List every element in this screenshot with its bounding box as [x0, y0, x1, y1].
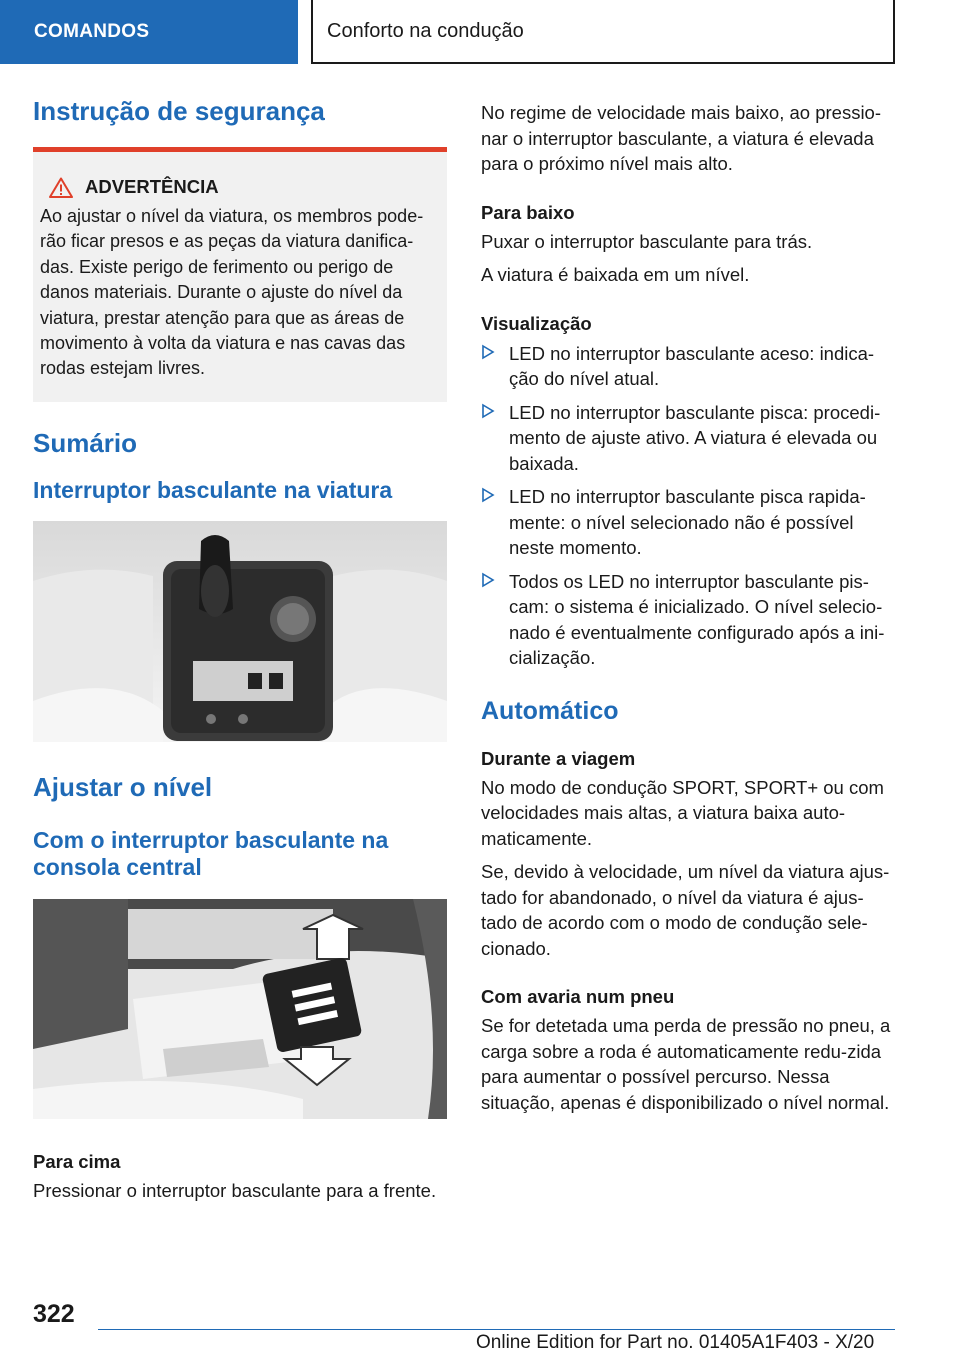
triangle-bullet-icon — [481, 487, 495, 503]
tire-text: Se for detetada uma perda de pressão no pneu, a carga sobre a roda é automaticamente redu‐zida para aumentar o possível percurso. Nessa situação, apenas é disponibilizado o nível normal. — [481, 1015, 891, 1113]
up-heading: Para cima — [33, 1150, 121, 1172]
down-text-1: Puxar o interruptor basculante para trás. — [481, 230, 813, 252]
display-heading: Visualização — [481, 312, 592, 334]
adjust-level-heading: Ajustar o nível — [33, 771, 213, 802]
right-column — [481, 100, 899, 1115]
triangle-bullet-icon — [481, 403, 495, 419]
left-column — [33, 96, 447, 1203]
switch-heading: Interruptor basculante na viatura — [33, 476, 393, 503]
warning-text: Ao ajustar o nível da viatura, os membros pode‐rão ficar presos e as peças da viatura danifica‐das. Existe perigo de ferimento ou perigo de danos materiais. Durante o ajuste do nível da viatura, prestar atenção para que as áreas de movimento à volta da viatura e nas cavas das rodas estejam livres. — [40, 206, 424, 379]
section-tab: COMANDOS — [0, 0, 298, 64]
chapter-title: Conforto na condução — [311, 0, 895, 64]
rocker-switch-photo — [33, 899, 447, 1119]
list-item: Todos os LED no interruptor basculante pis‐cam: o sistema é inicializado. O nível selecio‐nado é eventualmente configurado após a ini‐cialização. — [481, 569, 899, 671]
warning-box — [33, 147, 447, 402]
safety-heading: Instrução de segurança — [33, 96, 325, 126]
list-item: LED no interruptor basculante pisca: procedi‐mento de ajuste ativo. A viatura é elevada ou baixada. — [481, 400, 899, 477]
warning-triangle-icon — [49, 177, 73, 198]
during-drive-heading: Durante a viagem — [481, 747, 636, 769]
display-list — [481, 341, 899, 671]
edition-note: Online Edition for Part no. 01405A1F403 - X/20 — [476, 1332, 875, 1353]
vehicle-console-photo — [33, 521, 447, 742]
triangle-bullet-icon — [481, 344, 495, 360]
drive-text-2: Se, devido à velocidade, um nível da viatura ajus‐tado for abandonado, o nível da viatura é ajus‐tado de acordo com o modo de condução sele‐cionado. — [481, 861, 890, 959]
down-heading: Para baixo — [481, 201, 575, 223]
up-text-continued: No regime de velocidade mais baixo, ao pressio‐nar o interruptor basculante, a viatura é elevada para o próximo nível mais alto. — [481, 102, 882, 174]
warning-header — [40, 176, 437, 198]
list-item: LED no interruptor basculante aceso: indica‐ção do nível atual. — [481, 341, 899, 392]
tire-damage-heading: Com avaria num pneu — [481, 986, 675, 1007]
footer-divider — [98, 1329, 895, 1330]
page-number: 322 — [33, 1300, 75, 1328]
down-text-2: A viatura é baixada em um nível. — [481, 264, 750, 285]
automatic-heading: Automático — [481, 696, 619, 725]
drive-text-1: No modo de condução SPORT, SPORT+ ou com velocidades mais altas, a viatura baixa auto‐maticamente. — [481, 776, 884, 849]
up-text: Pressionar o interruptor basculante para a frente. — [33, 1179, 437, 1201]
list-item: LED no interruptor basculante pisca rapida‐mente: o nível selecionado não é possível neste momento. — [481, 484, 899, 561]
console-switch-heading: Com o interruptor basculante na consola central — [33, 826, 389, 880]
warning-label: ADVERTÊNCIA — [85, 176, 219, 197]
summary-heading: Sumário — [33, 427, 138, 458]
triangle-bullet-icon — [481, 572, 495, 588]
